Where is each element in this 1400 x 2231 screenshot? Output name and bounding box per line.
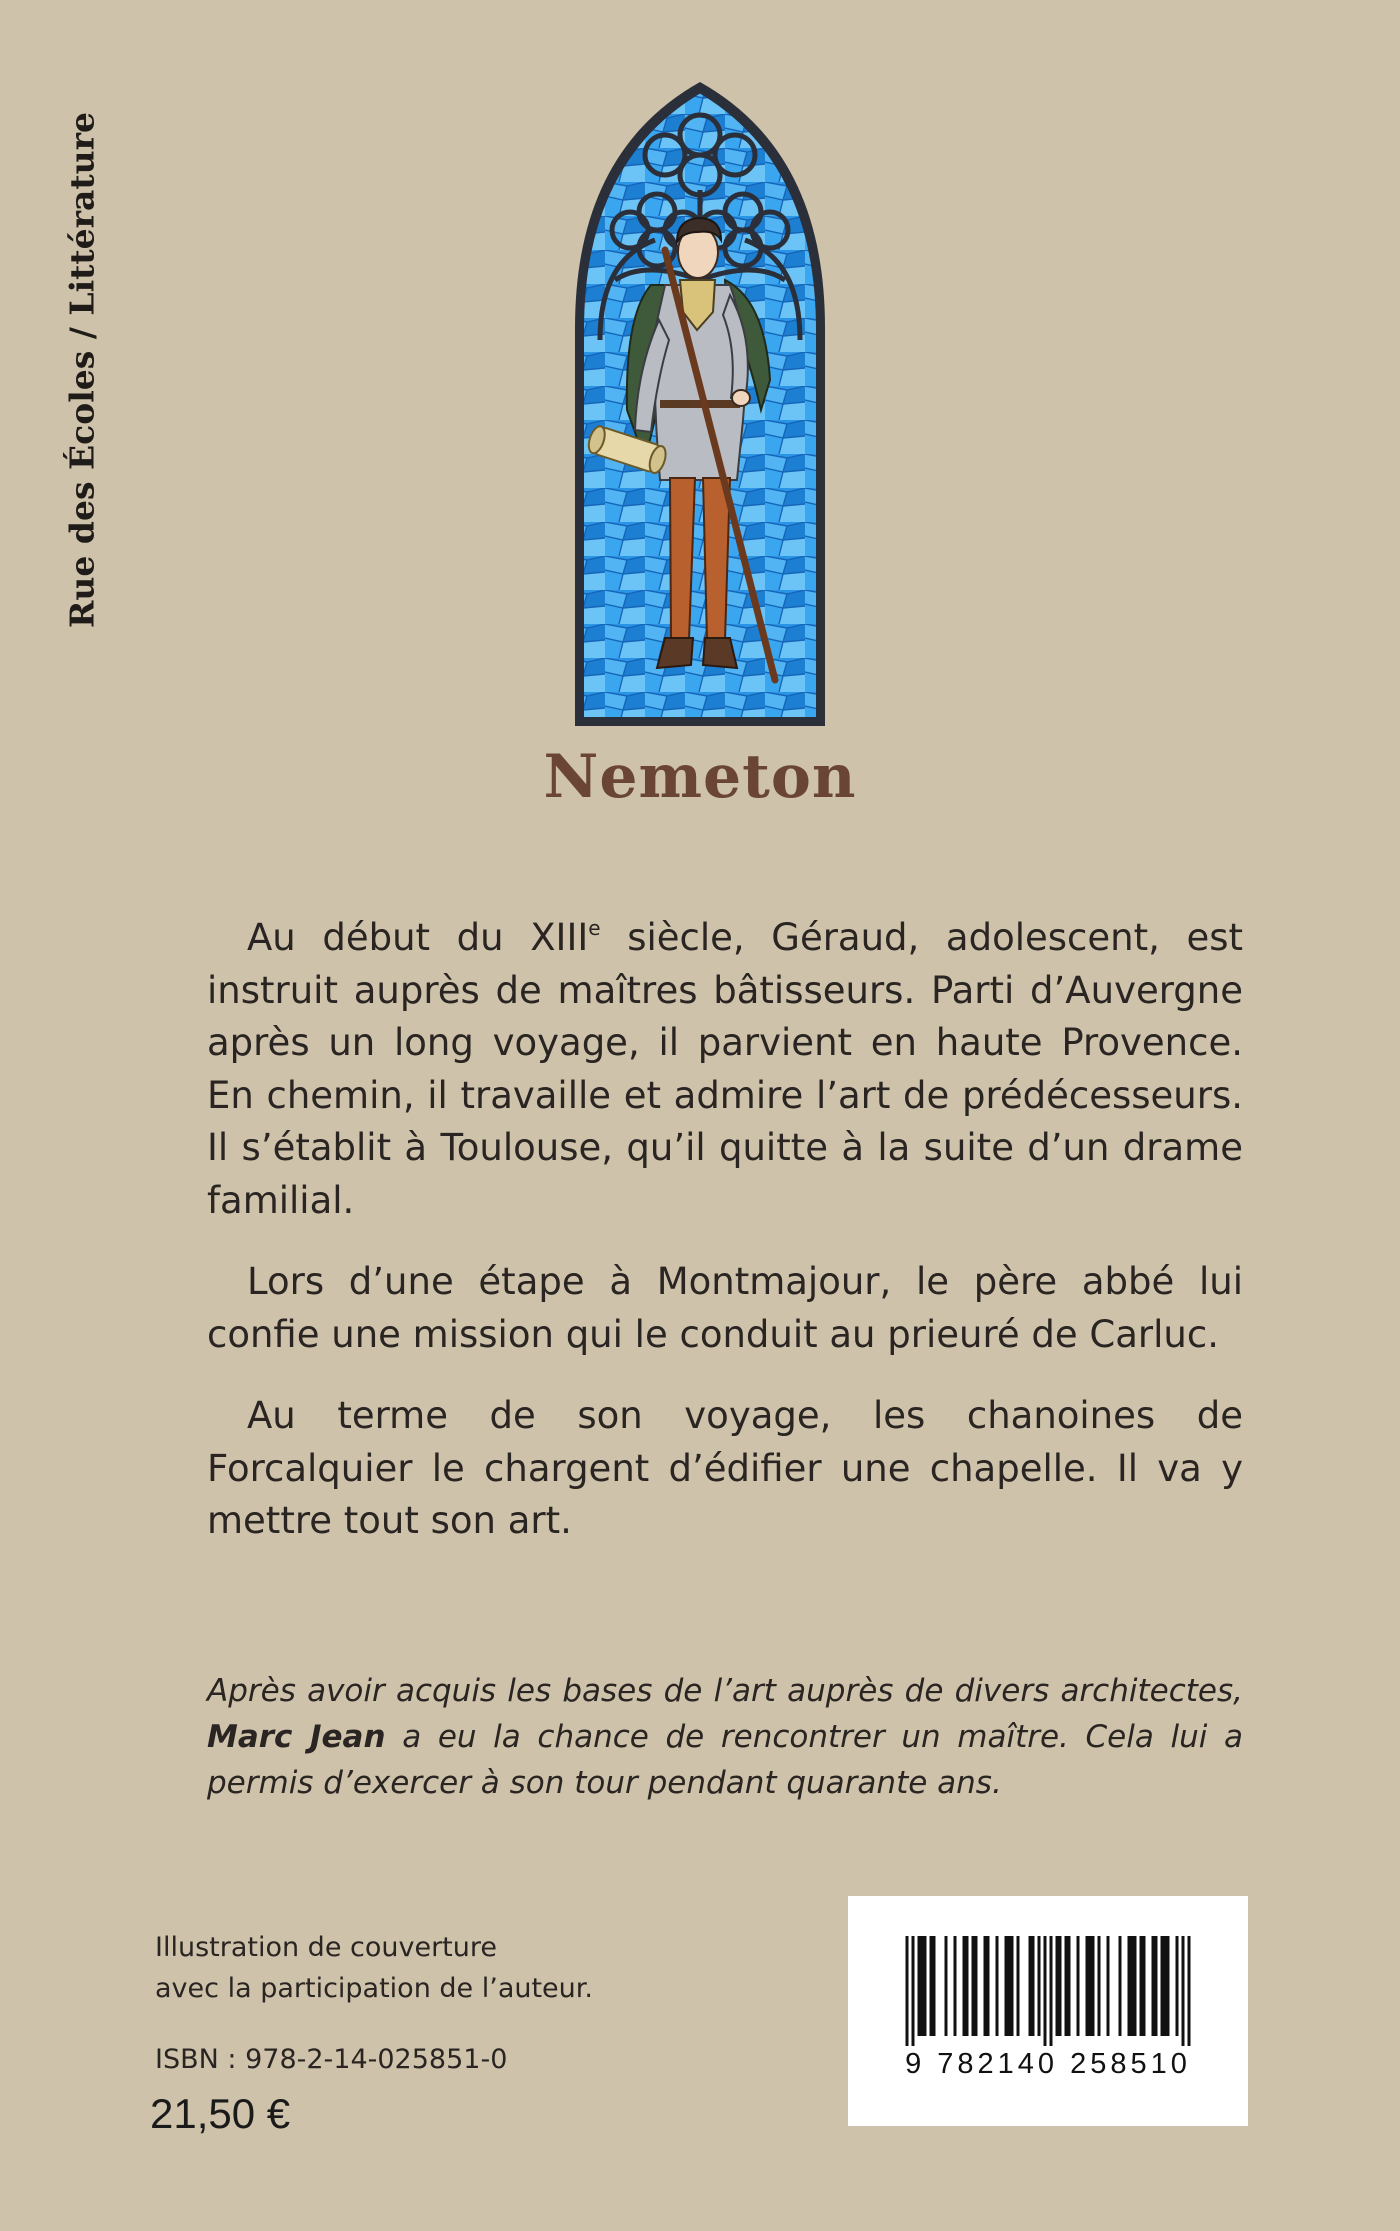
barcode-bar [1164,1936,1167,2036]
barcode-bar [1065,1936,1068,2036]
barcode-bar [1155,1936,1158,2036]
barcode-bar [1068,1936,1071,2036]
barcode-bar [1056,1936,1059,2036]
barcode [848,1896,1248,2126]
illustration-credits [155,1927,593,2009]
barcode-bar [1032,1936,1035,2036]
barcode-bar [1128,1936,1131,2036]
synopsis-paragraph-2: Lors d’une étape à Montmajour, le père abbé lui confie une mission qui le conduit au prieuré de Carluc. [207,1260,1243,1356]
barcode-bar [1107,1936,1110,2036]
barcode-bar [930,1936,933,2036]
barcode-bar [996,1936,999,2036]
barcode-bar [1134,1936,1137,2036]
barcode-bar [1176,1936,1179,2036]
barcode-bar [1059,1936,1062,2036]
isbn-text: ISBN : 978-2-14-025851-0 [155,2044,508,2075]
barcode-bar [1044,1936,1047,2046]
credits-line-1: Illustration de couverture [155,1932,497,1963]
book-title: Nemeton [543,742,857,812]
barcode-bar [1017,1936,1020,2036]
barcode-bar [933,1936,936,2036]
barcode-bar [921,1936,924,2036]
barcode-bar [1092,1936,1095,2036]
barcode-bar [1140,1936,1143,2036]
barcode-digits: 9 782140 258510 [905,2048,1191,2080]
collection-label [62,100,102,640]
barcode-bar [1011,1936,1014,2036]
barcode-bar [1008,1936,1011,2036]
barcode-bar [1119,1936,1122,2036]
price: 21,50 € [150,2090,291,2137]
barcode-bar [918,1936,921,2036]
barcode-bar [945,1936,948,2036]
barcode-bar [966,1936,969,2036]
barcode-bars [848,1896,1248,2046]
barcode-bar [987,1936,990,2036]
synopsis-p1-rest: siècle, Géraud, adolescent, est instruit auprès de maîtres bâtisseurs. Parti d’Auvergne après un long voyage, il parvient en haute Provence. En chemin, il travaille et admire l’art de prédécesseurs. Il s’établit à Toulouse, qu’il quitte à la suite d’un drame familial. [207,916,1243,1222]
barcode-bar [1131,1936,1134,2036]
barcode-bar [972,1936,975,2036]
bio-start: Après avoir acquis les bases de l’art auprès de divers architectes, [207,1673,1243,1709]
barcode-bar [924,1936,927,2036]
barcode-bar [1098,1936,1101,2036]
bio-rest: a eu la chance de rencontrer un maître. Cela lui a permis d’exercer à son tour pendant quarante ans. [207,1719,1243,1801]
barcode-bar [954,1936,957,2036]
stained-glass-illustration [565,80,835,730]
barcode-bar [1152,1936,1155,2036]
barcode-bar [1167,1936,1170,2036]
credits-line-2: avec la participation de l’auteur. [155,1973,593,2004]
barcode-bar [1005,1936,1008,2036]
barcode-bar [1188,1936,1191,2046]
barcode-bar [975,1936,978,2036]
century-superscript: e [588,916,601,940]
barcode-bar [1050,1936,1053,2046]
synopsis-paragraph-3: Au terme de son voyage, les chanoines de Forcalquier le chargent d’édifier une chapelle. Il va y mettre tout son art. [207,1394,1243,1542]
barcode-bar [1089,1936,1092,2036]
barcode-bar [984,1936,987,2036]
synopsis-p1-start: Au début du XIII [247,916,589,959]
synopsis [207,912,1243,1577]
barcode-bar [1029,1936,1032,2036]
barcode-bar [906,1936,909,2046]
barcode-bar [1182,1936,1185,2046]
author-bio [207,1668,1243,1806]
barcode-bar [1077,1936,1080,2036]
barcode-bar [912,1936,915,2046]
barcode-bar [963,1936,966,2036]
barcode-bar [1161,1936,1164,2036]
author-name: Marc Jean [207,1719,386,1755]
barcode-bar [1143,1936,1146,2036]
collection-label-text: Rue des Écoles / Littérature [62,111,102,629]
synopsis-paragraph-1 [207,912,1243,1227]
barcode-bar [1086,1936,1089,2036]
barcode-bar [1038,1936,1041,2036]
